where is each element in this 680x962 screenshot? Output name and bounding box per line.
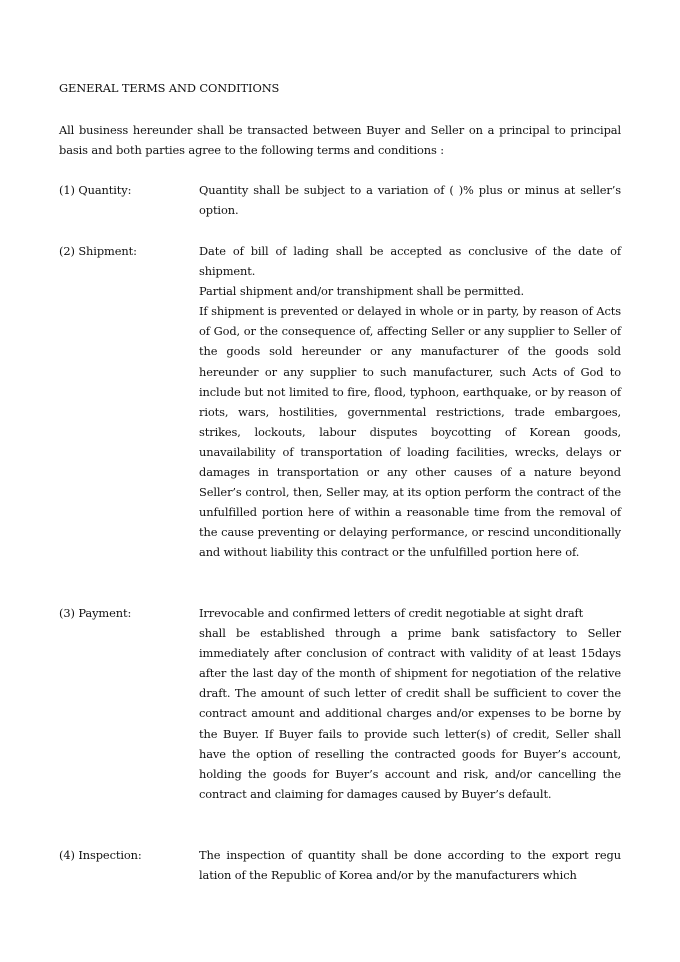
intro-paragraph: All business hereunder shall be transacted between Buyer and Seller on a principal to principal basis and both parties agree to the following terms and conditions : (59, 123, 621, 157)
term-body-payment (199, 603, 621, 804)
shipment-paragraph-partial: Partial shipment and/or transhipment shall be permitted. (199, 284, 525, 299)
term-label-quantity: (1) Quantity: (59, 183, 132, 197)
shipment-paragraph-bill-of-lading: Date of bill of lading shall be accepted as conclusive of the date of shipment. (199, 244, 621, 279)
term-label-inspection: (4) Inspection: (59, 848, 142, 862)
term-body-shipment (199, 241, 621, 563)
payment-first-line: Irrevocable and confirmed letters of credit negotiable at sight draft (199, 606, 584, 620)
term-label-payment: (3) Payment: (59, 606, 132, 620)
document-title: GENERAL TERMS AND CONDITIONS (59, 81, 280, 95)
term-body-quantity (199, 180, 621, 220)
shipment-paragraph-force-majeure: If shipment is prevented or delayed in whole or in party, by reason of Acts of God, or the consequence of, affecting Seller or any supplier to Seller of the goods sold hereunder or any manufacturer of the goods sold hereunder or any supplier to such manufacturer, such Acts of God to include but not limited to fire, flood, typhoon, earthquake, or by reason of riots, wars, hostilities, governmental restrictions, trade embargoes, strikes, lockouts, labour disputes boycotting of Korean goods, unavailability of transportation of loading facilities, wrecks, delays or damages in transportation or any other causes of a nature beyond Seller’s control, then, Seller may, at its option perform the contract of the unfulfilled portion here of within a reasonable time from the removal of the cause preventing or delaying performance, or rescind unconditionally and without liability this contract or the unfulfilled portion here of. (199, 304, 621, 560)
term-label-shipment: (2) Shipment: (59, 244, 137, 258)
quantity-paragraph: Quantity shall be subject to a variation of ( )% plus or minus at seller’s option. (199, 183, 621, 218)
payment-paragraph: shall be established through a prime bank satisfactory to Seller immediately after conclusion of contract with validity of at least 15days after the last day of the month of shipment for negotiation of the relative draft. The amount of such letter of credit shall be sufficient to cover the contract amount and additional charges and/or expenses to be borne by the Buyer. If Buyer fails to provide such letter(s) of credit, Seller shall have the option of reselling the contracted goods for Buyer’s account, holding the goods for Buyer’s account and risk, and/or cancelling the contract and claiming for damages caused by Buyer’s default. (199, 626, 621, 801)
inspection-paragraph: The inspection of quantity shall be done according to the export regu lation of the Republic of Korea and/or by the manufacturers which (199, 848, 621, 883)
term-body-inspection (199, 845, 621, 885)
